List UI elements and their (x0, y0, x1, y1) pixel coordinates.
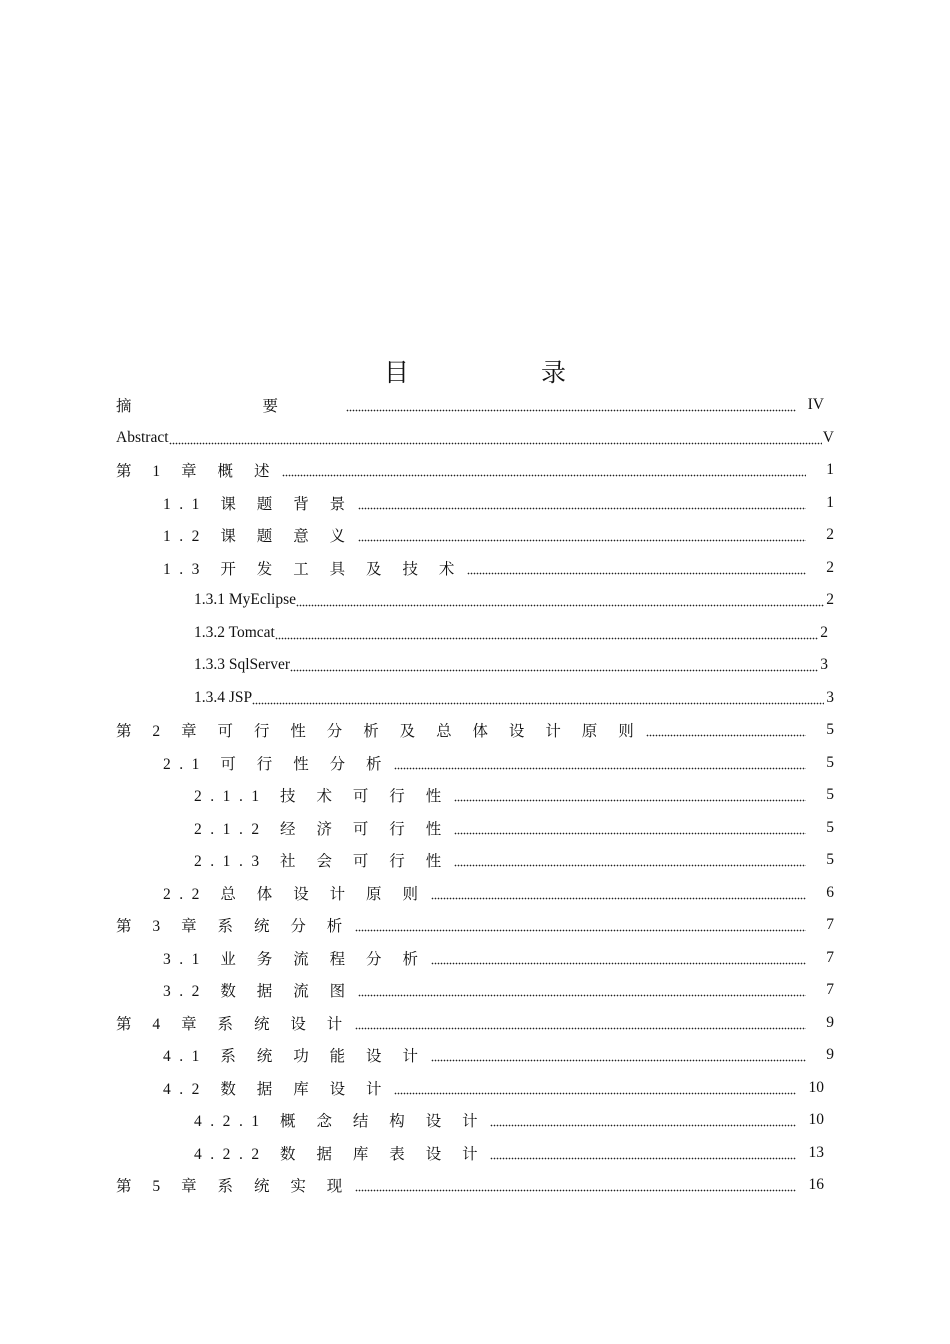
toc-leader-dots (358, 496, 806, 510)
toc-entry-label: 1.3.2 Tomcat (194, 623, 275, 641)
toc-entry-chapter-4[interactable] (116, 1007, 834, 1040)
toc-leader-dots (346, 398, 796, 412)
toc-entry-page: 1 (826, 493, 834, 511)
table-of-contents (116, 389, 834, 1202)
toc-entry-1-3-4[interactable] (116, 682, 834, 715)
toc-entry-3-1[interactable] (116, 942, 834, 975)
toc-leader-dots (296, 593, 824, 607)
toc-entry-page: 5 (826, 786, 834, 804)
toc-entry-label: 第 4 章 系 统 设 计 (116, 1015, 351, 1033)
toc-leader-dots (355, 1178, 796, 1192)
toc-entry-label: 1.1 课 题 背 景 (163, 495, 354, 513)
toc-entry-2-1[interactable] (116, 747, 834, 780)
toc-entry-page: 5 (826, 818, 834, 836)
toc-entry-label: 摘 要 (116, 398, 342, 416)
toc-entry-label: 4.2 数 据 库 设 计 (163, 1080, 391, 1098)
toc-leader-dots (358, 983, 806, 997)
toc-entry-label: 1.3 开 发 工 具 及 技 术 (163, 560, 463, 578)
toc-entry-page: 5 (826, 753, 834, 771)
toc-entry-label: 2.1.1 技 术 可 行 性 (194, 788, 450, 806)
toc-leader-dots (282, 463, 806, 477)
toc-entry-page: 2 (826, 591, 834, 609)
toc-leader-dots (490, 1146, 796, 1160)
toc-entry-1-3-3[interactable] (116, 649, 834, 682)
toc-entry-2-1-1[interactable] (116, 779, 834, 812)
toc-entry-2-1-3[interactable] (116, 844, 834, 877)
toc-entry-page: 7 (826, 948, 834, 966)
toc-entry-chapter-5[interactable] (116, 1169, 834, 1202)
toc-leader-dots (454, 821, 806, 835)
toc-entry-1-1[interactable] (116, 487, 834, 520)
toc-entry-abstract-cn[interactable] (116, 389, 834, 422)
toc-entry-1-3-1[interactable] (116, 584, 834, 617)
toc-entry-label: 第 3 章 系 统 分 析 (116, 918, 351, 936)
toc-entry-page: 10 (808, 1111, 824, 1129)
toc-entry-label: 3.2 数 据 流 图 (163, 983, 354, 1001)
toc-entry-page: 16 (808, 1176, 824, 1194)
toc-entry-4-2[interactable] (116, 1072, 834, 1105)
toc-entry-label: 第 1 章 概 述 (116, 463, 278, 481)
toc-entry-page: 5 (826, 851, 834, 869)
toc-entry-label: 2.1 可 行 性 分 析 (163, 755, 391, 773)
toc-entry-1-3[interactable] (116, 552, 834, 585)
toc-leader-dots (454, 853, 806, 867)
toc-entry-2-2[interactable] (116, 877, 834, 910)
toc-entry-label: 2.2 总 体 设 计 原 则 (163, 885, 427, 903)
toc-entry-page: 2 (826, 558, 834, 576)
toc-leader-dots (169, 431, 822, 445)
toc-entry-page: 13 (808, 1143, 824, 1161)
toc-entry-page: 5 (826, 721, 834, 739)
toc-entry-label: 1.2 课 题 意 义 (163, 528, 354, 546)
toc-entry-page: 3 (826, 688, 834, 706)
toc-entry-label: 4.2.1 概 念 结 构 设 计 (194, 1113, 487, 1131)
toc-entry-4-2-1[interactable] (116, 1104, 834, 1137)
toc-leader-dots (290, 658, 818, 672)
toc-entry-page: 9 (826, 1013, 834, 1031)
toc-entry-4-2-2[interactable] (116, 1137, 834, 1170)
toc-entry-label: Abstract (116, 428, 169, 446)
toc-entry-label: 第 5 章 系 统 实 现 (116, 1178, 351, 1196)
toc-entry-page: 10 (808, 1078, 824, 1096)
toc-entry-label: 2.1.3 社 会 可 行 性 (194, 853, 450, 871)
toc-entry-page: 7 (826, 916, 834, 934)
toc-leader-dots (431, 951, 806, 965)
toc-entry-label: 4.2.2 数 据 库 表 设 计 (194, 1145, 487, 1163)
toc-leader-dots (490, 1113, 796, 1127)
toc-entry-1-3-2[interactable] (116, 617, 834, 650)
toc-entry-page: 9 (826, 1046, 834, 1064)
toc-entry-page: V (822, 428, 834, 446)
toc-entry-chapter-3[interactable] (116, 909, 834, 942)
toc-entry-page: 1 (826, 461, 834, 479)
toc-leader-dots (394, 756, 806, 770)
toc-entry-page: IV (807, 396, 824, 414)
toc-leader-dots (646, 723, 806, 737)
toc-entry-3-2[interactable] (116, 974, 834, 1007)
toc-entry-label: 1.3.4 JSP (194, 688, 253, 706)
toc-leader-dots (358, 528, 806, 542)
toc-entry-abstract-en[interactable] (116, 422, 834, 455)
toc-entry-label: 2.1.2 经 济 可 行 性 (194, 820, 450, 838)
toc-leader-dots (467, 561, 806, 575)
toc-leader-dots (394, 1081, 796, 1095)
toc-leader-dots (431, 886, 806, 900)
toc-entry-label: 第 2 章 可 行 性 分 析 及 总 体 设 计 原 则 (116, 723, 643, 741)
toc-entry-page: 6 (826, 883, 834, 901)
toc-leader-dots (252, 691, 824, 705)
toc-entry-page: 2 (820, 623, 828, 641)
toc-entry-2-1-2[interactable] (116, 812, 834, 845)
toc-entry-page: 3 (820, 656, 828, 674)
toc-entry-chapter-1[interactable] (116, 454, 834, 487)
toc-entry-4-1[interactable] (116, 1039, 834, 1072)
toc-leader-dots (355, 918, 806, 932)
toc-entry-label: 3.1 业 务 流 程 分 析 (163, 950, 427, 968)
toc-entry-label: 1.3.1 MyEclipse (194, 591, 297, 609)
toc-entry-label: 4.1 系 统 功 能 设 计 (163, 1048, 427, 1066)
toc-leader-dots (454, 788, 806, 802)
toc-leader-dots (275, 626, 818, 640)
page-title: 目 录 (384, 358, 628, 387)
toc-entry-label: 1.3.3 SqlServer (194, 656, 291, 674)
toc-leader-dots (431, 1048, 806, 1062)
toc-leader-dots (355, 1016, 806, 1030)
toc-entry-1-2[interactable] (116, 519, 834, 552)
toc-entry-page: 7 (826, 981, 834, 999)
toc-entry-page: 2 (826, 526, 834, 544)
toc-entry-chapter-2[interactable] (116, 714, 834, 747)
